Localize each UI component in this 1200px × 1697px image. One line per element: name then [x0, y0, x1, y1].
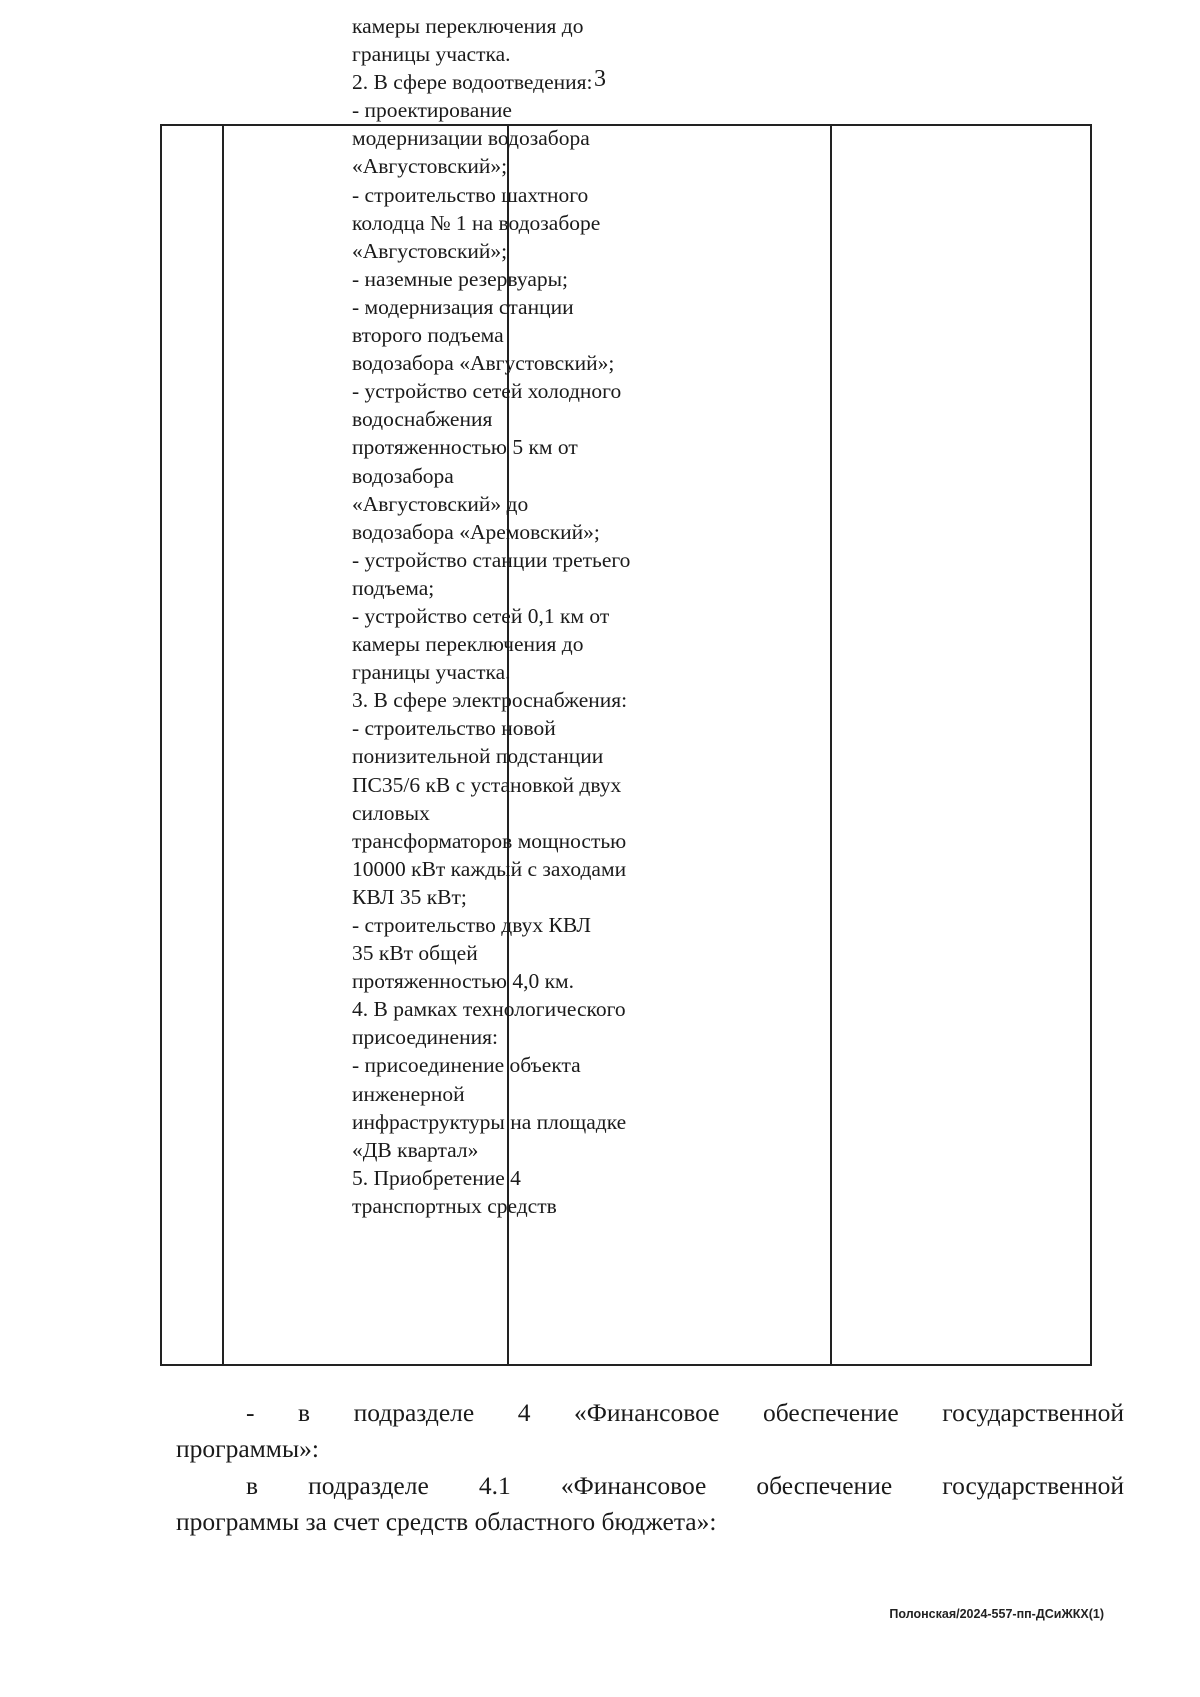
cell-line: инфраструктуры на площадке [352, 1109, 627, 1134]
cell-line: границы участка. [352, 660, 511, 685]
cell-line: водозабора «Аремовский»; [352, 519, 600, 544]
cell-line: водозабора [352, 463, 454, 488]
cell-line: 3. В сфере электроснабжения: [352, 688, 628, 713]
cell-line: 35 кВт общей [352, 941, 478, 966]
cell-line: подъема; [352, 575, 435, 600]
paragraph-subsection-4-1 [176, 1468, 1124, 1540]
cell-line: камеры переключения до [352, 14, 584, 38]
cell-line: ПС35/6 кВ с установкой двух [352, 772, 622, 797]
cell-line: - проектирование [352, 98, 512, 123]
cell-line: присоединения: [352, 1025, 498, 1050]
cell-line: 2. В сфере водоотведения: [352, 70, 593, 95]
cell-line: 4. В рамках технологического [352, 997, 626, 1022]
paragraph-line: - в подразделе 4 «Финансовое обеспечение государственной [246, 1398, 1124, 1427]
cell-line: - устройство сетей холодного [352, 379, 622, 404]
cell-line: - присоединение объекта [352, 1053, 581, 1078]
page-number: 3 [594, 66, 606, 92]
cell-line: колодца № 1 на водозаборе [352, 210, 601, 235]
cell-line: камеры переключения до [352, 632, 584, 657]
cell-line: транспортных средств [352, 1193, 557, 1218]
cell-line: - строительство шахтного [352, 182, 589, 207]
cell-line: протяженностью 4,0 км. [352, 969, 574, 994]
cell-line: второго подъема [352, 323, 504, 348]
cell-line: силовых [352, 800, 430, 825]
cell-line: «Августовский»; [352, 238, 508, 263]
paragraph-line: в подразделе 4.1 «Финансовое обеспечение государственной [246, 1471, 1124, 1500]
cell-line: протяженностью 5 км от [352, 435, 578, 460]
cell-line: КВЛ 35 кВт; [352, 884, 467, 909]
cell-line: - строительство новой [352, 716, 556, 741]
cell-line: - модернизация станции [352, 294, 574, 319]
cell-line: водозабора «Августовский»; [352, 351, 615, 376]
cell-line: водоснабжения [352, 407, 493, 432]
table-cell-measures [352, 12, 664, 1220]
cell-line: 10000 кВт каждый с заходами [352, 856, 627, 881]
cell-line: модернизации водозабора [352, 126, 590, 151]
paragraph-line: программы»: [176, 1434, 319, 1463]
cell-line: - устройство станции третьего [352, 547, 631, 572]
cell-line: - наземные резервуары; [352, 266, 569, 291]
cell-line: границы участка. [352, 42, 511, 67]
cell-line: трансформаторов мощностью [352, 828, 627, 853]
cell-line: 5. Приобретение 4 [352, 1165, 521, 1190]
document-reference: Полонская/2024-557-пп-ДСиЖКХ(1) [889, 1607, 1104, 1621]
cell-line: инженерной [352, 1081, 465, 1106]
table-column-divider-1 [222, 126, 224, 1364]
cell-line: - строительство двух КВЛ [352, 913, 591, 937]
cell-line: - устройство сетей 0,1 км от [352, 603, 610, 628]
table-column-divider-3 [830, 126, 832, 1364]
cell-line: «Августовский»; [352, 154, 508, 179]
cell-line: понизительной подстанции [352, 744, 604, 769]
cell-line: «ДВ квартал» [352, 1137, 479, 1162]
paragraph-line: программы за счет средств областного бюджета»: [176, 1507, 717, 1536]
paragraph-subsection-4 [176, 1395, 1124, 1467]
cell-line: «Августовский» до [352, 491, 529, 516]
